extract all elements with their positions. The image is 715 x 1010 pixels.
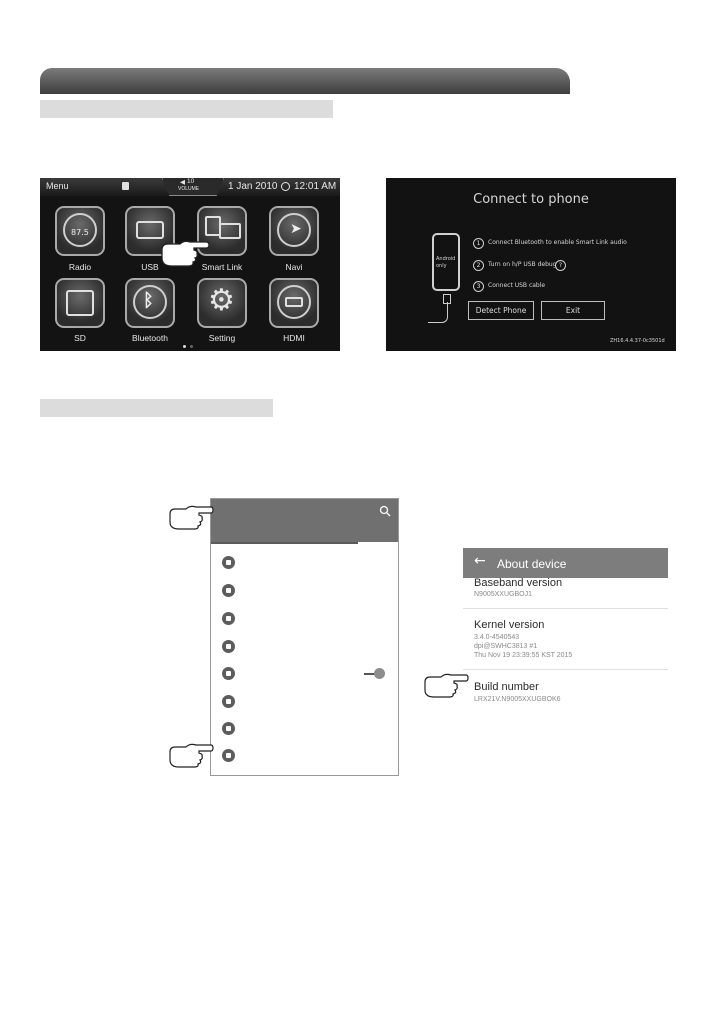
screen-icon — [219, 223, 241, 239]
step-3-text: Connect USB cable — [488, 282, 546, 289]
connect-phone-screen — [386, 178, 676, 351]
settings-row-icon[interactable] — [222, 612, 235, 625]
usb-cable-icon — [428, 302, 448, 323]
firmware-version: ZH16.4.4.37-0c3501d — [610, 338, 665, 344]
kernel-line-1: 3.4.0-4540543 — [474, 634, 520, 641]
date-display: 1 Jan 2010 — [228, 181, 278, 192]
settings-row-icon[interactable] — [222, 584, 235, 597]
info-icon[interactable] — [222, 749, 235, 762]
detect-phone-button[interactable]: Detect Phone — [468, 301, 534, 320]
pointing-hand-icon — [160, 238, 210, 270]
navi-arrow-icon: ➤ — [290, 221, 302, 237]
lock-icon[interactable] — [222, 722, 235, 735]
usb-icon — [136, 221, 164, 239]
kernel-line-3: Thu Nov 19 23:39:55 KST 2015 — [474, 652, 573, 659]
settings-tab-indicator — [211, 542, 358, 544]
build-number-title: Build number — [474, 681, 539, 693]
app-label-radio: Radio — [68, 262, 92, 272]
step-2-number: 2 — [473, 260, 484, 271]
kernel-title: Kernel version — [474, 619, 545, 631]
pointing-hand-icon — [168, 741, 214, 771]
navi-app-tile[interactable] — [269, 206, 319, 256]
settings-row-icon[interactable] — [222, 667, 235, 680]
page-dot[interactable] — [190, 345, 193, 348]
step-2-text: Turn on h/P USB debug — [488, 261, 557, 268]
volume-icon: ◀ — [180, 179, 185, 186]
app-label-navi: Navi — [285, 262, 303, 272]
about-device-screen — [463, 548, 668, 711]
volume-label: VOLUME — [178, 186, 200, 192]
back-arrow-icon[interactable]: ← — [474, 553, 486, 569]
baseband-value: N9005XXUGBOJ1 — [474, 591, 532, 598]
kernel-line-2: dpi@SWHC3813 #1 — [474, 643, 538, 650]
pointing-hand-icon — [423, 671, 469, 701]
app-label-hdmi: HDMI — [283, 333, 305, 343]
app-label-sd: SD — [74, 333, 86, 343]
help-icon[interactable]: ? — [555, 260, 566, 271]
subsection-bar-2 — [40, 399, 273, 417]
page-dot-active[interactable] — [183, 345, 186, 348]
search-icon[interactable] — [379, 505, 391, 517]
settings-row-icon[interactable] — [222, 695, 235, 708]
app-label-usb: USB — [141, 262, 159, 272]
sd-card-icon — [122, 182, 129, 190]
settings-header — [211, 499, 398, 542]
bluetooth-app-tile[interactable] — [125, 278, 175, 328]
menu-button[interactable]: Menu — [46, 181, 69, 191]
build-number-value: LRX21V.N9005XXUGBOK6 — [474, 696, 561, 703]
exit-button[interactable]: Exit — [541, 301, 605, 320]
hdmi-port-icon — [285, 297, 303, 307]
time-display: 12:01 AM — [294, 181, 337, 192]
gear-icon: ⚙ — [208, 283, 235, 318]
app-label-bluetooth: Bluetooth — [132, 333, 168, 343]
setting-app-tile[interactable] — [197, 278, 247, 328]
step-1-number: 1 — [473, 238, 484, 249]
sd-icon — [66, 290, 94, 316]
toggle-switch[interactable] — [374, 668, 385, 679]
about-header-title: About device — [497, 557, 567, 571]
android-only-label: Android only — [436, 256, 456, 269]
connect-title: Connect to phone — [473, 192, 589, 207]
bluetooth-glyph: ᛒ — [143, 290, 154, 311]
step-3-number: 3 — [473, 281, 484, 292]
sd-app-tile[interactable] — [55, 278, 105, 328]
settings-row-icon[interactable] — [222, 640, 235, 653]
hdmi-app-tile[interactable] — [269, 278, 319, 328]
app-label-smartlink: Smart Link — [201, 262, 243, 272]
step-1-text: Connect Bluetooth to enable Smart Link audio — [488, 239, 627, 246]
baseband-title: Baseband version — [474, 577, 563, 589]
settings-row-icon[interactable] — [222, 556, 235, 569]
app-label-setting: Setting — [208, 333, 236, 343]
clock-icon — [281, 182, 290, 191]
settings-screen — [210, 498, 399, 776]
subsection-bar-1 — [40, 100, 333, 118]
volume-value: 10 — [187, 178, 195, 185]
radio-app-tile[interactable] — [55, 206, 105, 256]
radio-frequency: 87.5 — [71, 228, 89, 237]
pointing-hand-icon — [168, 503, 214, 533]
section-header-bar — [40, 68, 570, 94]
